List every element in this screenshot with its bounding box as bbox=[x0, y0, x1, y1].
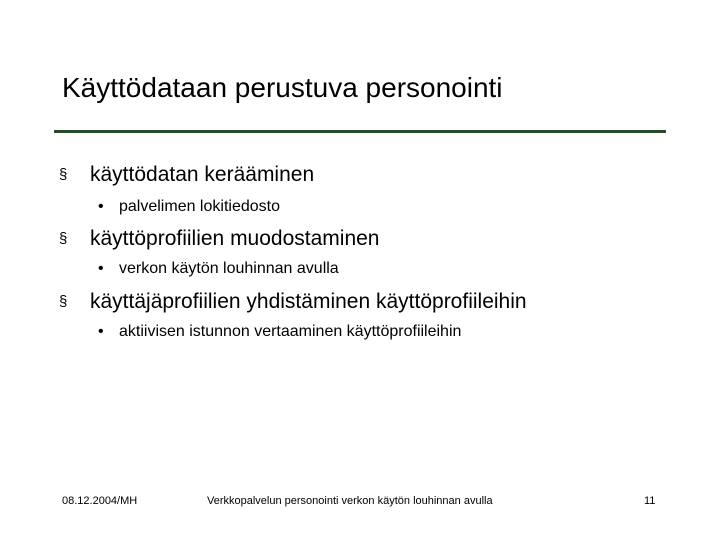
sub-bullet-text: verkon käytön louhinnan avulla bbox=[119, 260, 339, 277]
section-bullet-icon: § bbox=[59, 166, 68, 183]
section-bullet-icon: § bbox=[59, 230, 68, 247]
sub-bullet-text: aktiivisen istunnon vertaaminen käyttöprofiileihin bbox=[119, 323, 462, 340]
bullet-text: käyttödatan kerääminen bbox=[90, 163, 315, 186]
footer-date: 08.12.2004/MH bbox=[62, 495, 138, 507]
dot-bullet-icon: • bbox=[98, 260, 104, 277]
slide-title: Käyttödataan perustuva personointi bbox=[62, 72, 503, 103]
bullet-text: käyttöprofiilien muodostaminen bbox=[90, 227, 380, 250]
sub-bullet-text: palvelimen lokitiedosto bbox=[119, 198, 280, 215]
dot-bullet-icon: • bbox=[98, 323, 104, 340]
dot-bullet-icon: • bbox=[98, 198, 104, 215]
bullet-text: käyttäjäprofiilien yhdistäminen käyttöprofiileihin bbox=[90, 290, 527, 313]
page-number: 11 bbox=[644, 495, 656, 507]
footer-title: Verkkopalvelun personointi verkon käytön louhinnan avulla bbox=[207, 495, 493, 507]
section-bullet-icon: § bbox=[59, 293, 68, 310]
title-divider bbox=[54, 130, 666, 133]
